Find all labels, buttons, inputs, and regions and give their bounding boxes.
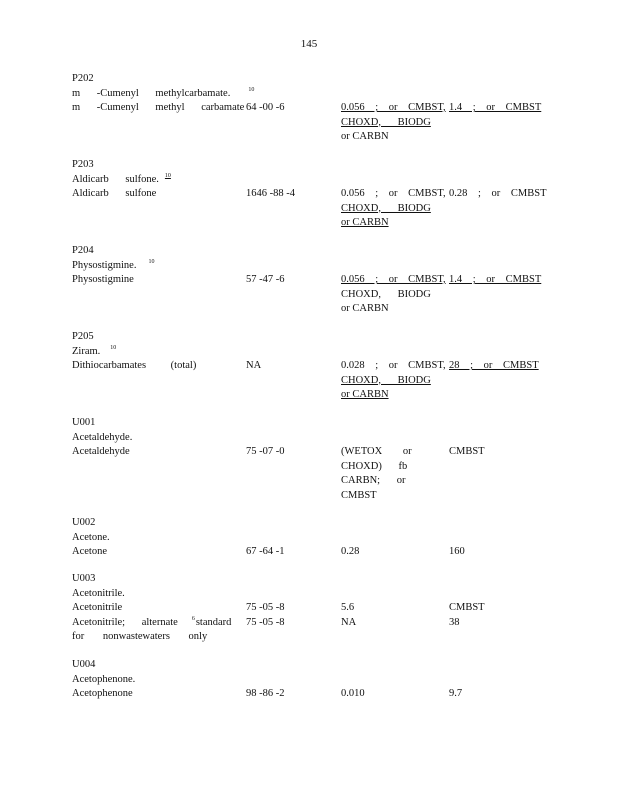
- wastewater-standard-line: CHOXD, BIODG: [341, 116, 431, 128]
- cas-number: 67 -64 -1: [246, 546, 285, 557]
- constituent-name: Aldicarb sulfone: [72, 188, 157, 199]
- constituent-name: Acetaldehyde: [72, 446, 130, 457]
- waste-name: Acetaldehyde.: [72, 431, 133, 443]
- alternate-constituent-name: for nonwastewaters only: [72, 631, 208, 642]
- waste-code: P205: [72, 331, 94, 342]
- cas-number: 98 -86 -2: [246, 688, 285, 699]
- nonwastewater-standard: CMBST: [449, 602, 485, 613]
- waste-code: P202: [72, 73, 94, 84]
- constituent-name: Acetone: [72, 546, 107, 557]
- cas-number: 1646 -88 -4: [246, 188, 295, 199]
- wastewater-standard-line: or CARBN: [341, 131, 389, 142]
- footnote-ref: 6: [191, 616, 195, 622]
- nonwastewater-standard: 1.4 ; or CMBST: [449, 102, 542, 113]
- constituent-name: Acetonitrile: [72, 602, 123, 613]
- wastewater-standard-line: CHOXD, BIODG: [341, 374, 431, 386]
- footnote-ref: 10: [148, 259, 155, 265]
- wastewater-standard-line: 0.056 ; or CMBST,: [341, 274, 446, 285]
- waste-code: U004: [72, 659, 96, 670]
- nonwastewater-standard: 9.7: [449, 688, 463, 699]
- wastewater-standard-line: 0.056 ; or CMBST,: [341, 102, 446, 113]
- waste-code: U002: [72, 517, 96, 528]
- wastewater-standard-line: (WETOX or: [341, 446, 412, 457]
- waste-name: m -Cumenyl methylcarbamate.: [72, 87, 231, 99]
- wastewater-standard-line: NA: [341, 616, 357, 628]
- constituent-name: Acetophenone: [72, 688, 133, 699]
- cas-number: 64 -00 -6: [246, 102, 285, 113]
- waste-name: Acetonitrile.: [72, 587, 125, 599]
- waste-code: P204: [72, 245, 94, 256]
- wastewater-standard-line: or CARBN: [341, 389, 389, 400]
- constituent-name: m -Cumenyl methyl carbamate: [72, 102, 245, 113]
- nonwastewater-standard: 0.28 ; or CMBST: [449, 188, 547, 199]
- wastewater-standard-line: 0.028 ; or CMBST,: [341, 360, 446, 371]
- wastewater-standard-line: or CARBN: [341, 303, 389, 314]
- wastewater-standard-line: 5.6: [341, 602, 355, 613]
- footnote-ref: 10: [110, 345, 117, 351]
- waste-name: Physostigmine.: [72, 259, 137, 271]
- alternate-constituent-name: Acetonitrile; alternate: [72, 616, 178, 628]
- cas-number: 75 -07 -0: [246, 446, 285, 457]
- wastewater-standard-line: CHOXD, BIODG: [341, 288, 431, 300]
- nonwastewater-standard: 1.4 ; or CMBST: [449, 274, 542, 285]
- cas-number: 75 -05 -8: [246, 602, 285, 613]
- waste-name: Ziram.: [72, 345, 101, 357]
- page-number: 145: [300, 38, 318, 50]
- footnote-ref: 10: [164, 173, 171, 179]
- wastewater-standard-line: CHOXD) fb: [341, 460, 408, 472]
- waste-code: P203: [72, 159, 94, 170]
- nonwastewater-standard: 160: [449, 546, 465, 557]
- cas-number: 75 -05 -8: [246, 616, 285, 628]
- wastewater-standard-line: 0.010: [341, 688, 365, 699]
- constituent-name: Physostigmine: [72, 274, 134, 285]
- wastewater-standard-line: CHOXD, BIODG: [341, 202, 431, 214]
- waste-code: U003: [72, 573, 96, 584]
- nonwastewater-standard: 28 ; or CMBST: [449, 360, 539, 371]
- cas-number: NA: [246, 360, 262, 371]
- waste-name: Aldicarb sulfone.: [72, 173, 159, 185]
- wastewater-standard-line: or CARBN: [341, 217, 389, 228]
- wastewater-standard-line: 0.28: [341, 546, 360, 557]
- wastewater-standard-line: 0.056 ; or CMBST,: [341, 188, 446, 199]
- nonwastewater-standard: 38: [449, 616, 460, 628]
- wastewater-standard-line: CMBST: [341, 489, 377, 501]
- nonwastewater-standard: CMBST: [449, 446, 485, 457]
- alternate-constituent-name: standard: [195, 616, 232, 628]
- wastewater-standard-line: CARBN; or: [341, 475, 406, 486]
- cas-number: 57 -47 -6: [246, 274, 285, 285]
- waste-name: Acetophenone.: [72, 673, 136, 685]
- waste-code: U001: [72, 417, 96, 428]
- footnote-ref: 10: [248, 87, 255, 93]
- waste-name: Acetone.: [72, 531, 110, 543]
- constituent-name: Dithiocarbamates (total): [72, 360, 197, 371]
